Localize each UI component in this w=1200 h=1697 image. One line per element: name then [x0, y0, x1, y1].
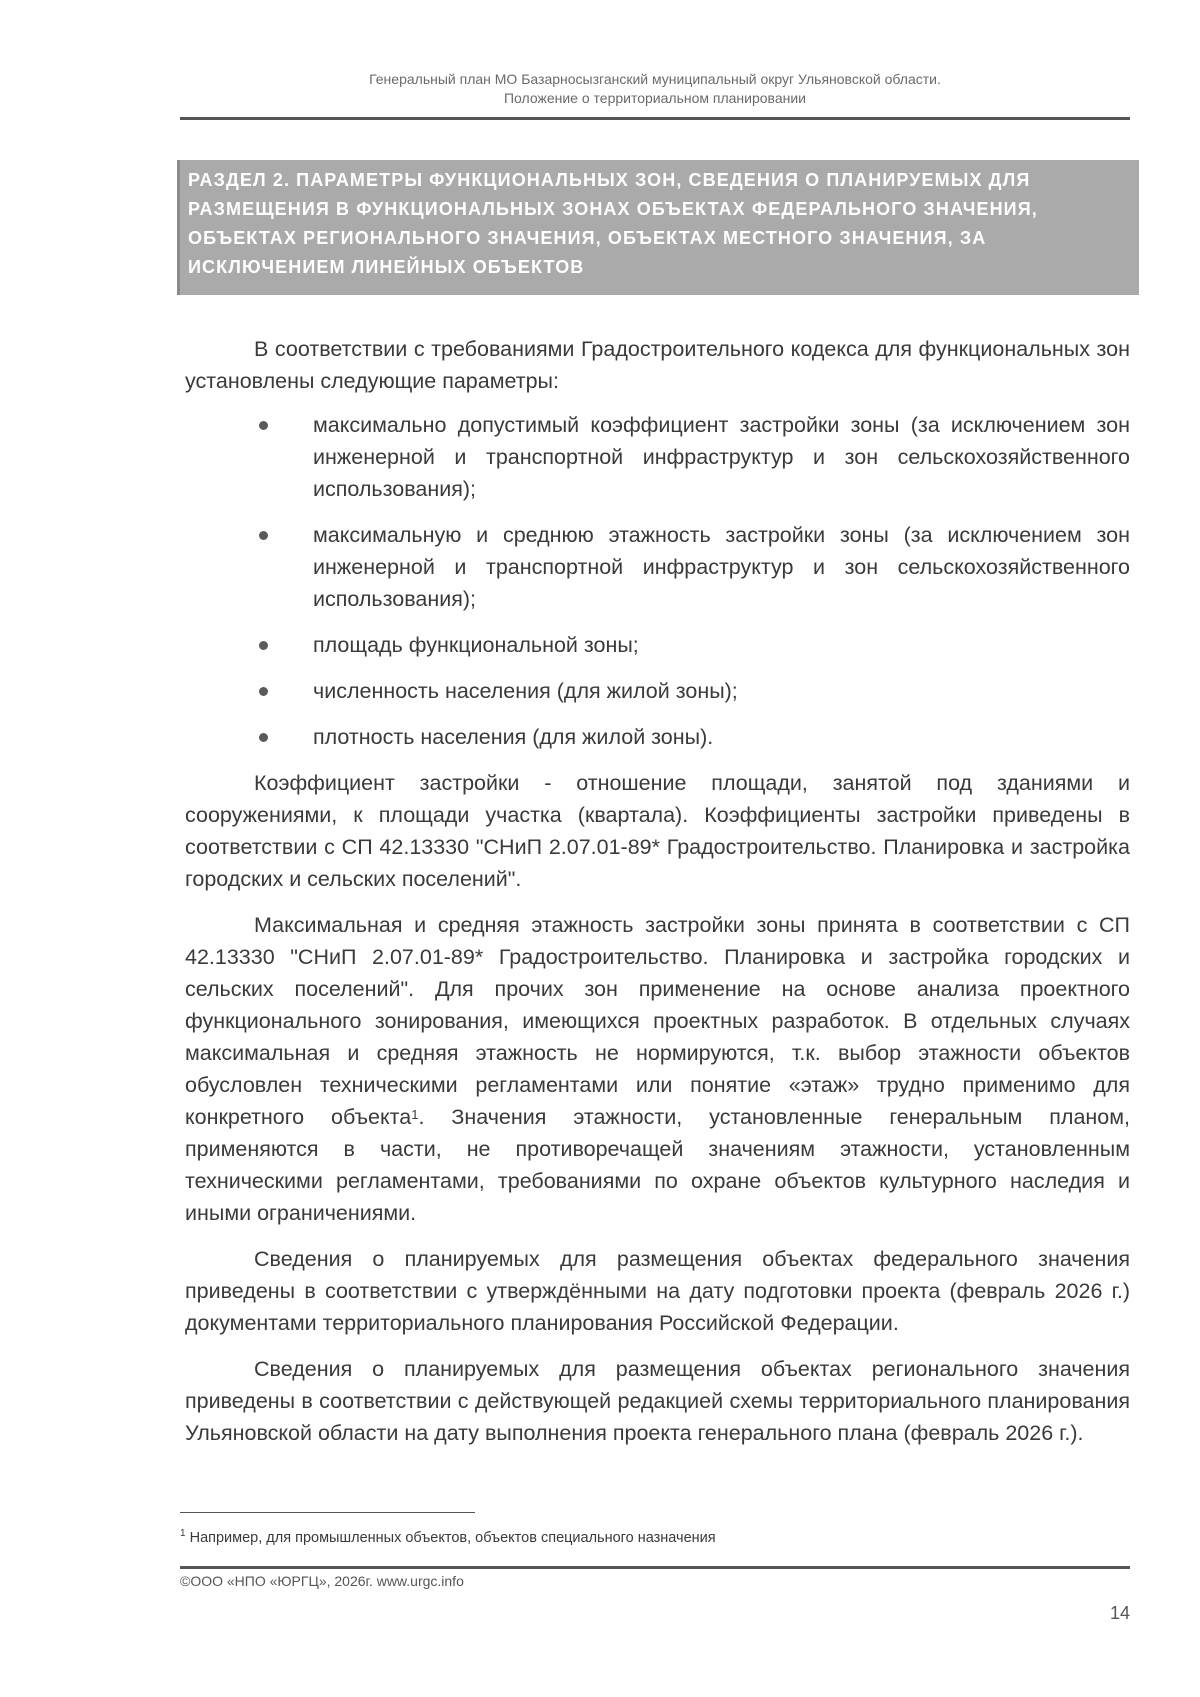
header-line-1: Генеральный план МО Базарносызганский муниципальный округ Ульяновской области. — [369, 71, 941, 87]
list-item — [185, 721, 1130, 753]
body-text — [185, 333, 1130, 1463]
list-item-text: площадь функциональной зоны; — [313, 633, 639, 657]
regional-paragraph: Сведения о планируемых для размещения объектах регионального значения приведены в соответствии с действующей редакцией схемы территориального планирования Ульяновской области на дату выполнения проекта генерального плана (февраль 2026 г.). — [185, 1357, 1130, 1445]
federal-paragraph: Сведения о планируемых для размещения объектах федерального значения приведены в соответствии с утверждёнными на дату подготовки проекта (февраль 2026 г.) документами территориального планирования Российской Федерации. — [185, 1247, 1130, 1335]
footer-rule — [180, 1566, 1130, 1569]
footnote-text: Например, для промышленных объектов, объектов специального назначения — [185, 1529, 716, 1546]
section-title: РАЗДЕЛ 2. ПАРАМЕТРЫ ФУНКЦИОНАЛЬНЫХ ЗОН, СВЕДЕНИЯ О ПЛАНИРУЕМЫХ ДЛЯ РАЗМЕЩЕНИЯ В ФУНКЦИОНАЛЬНЫХ ЗОНАХ ОБЪЕКТАХ ФЕДЕРАЛЬНОГО ЗНАЧЕНИЯ, ОБЪЕКТАХ РЕГИОНАЛЬНОГО ЗНАЧЕНИЯ, ОБЪЕКТАХ МЕСТНОГО ЗНАЧЕНИЯ, ЗА ИСКЛЮЧЕНИЕМ ЛИНЕЙНЫХ ОБЪЕКТОВ — [177, 160, 1139, 295]
storeys-text-part-1: Максимальная и средняя этажность застройки зоны принята в соответствии с СП 42.13330 "СНиП 2.07.01-89* Градостроительство. Планировка и застройка городских и сельских поселений". Для прочих зон применение на основе анализа проектного функционального зонирования, имеющихся проектных разработок. В отдельных случаях максимальная и средняя этажность не нормируются, т.к. выбор этажности объектов обусловлен техническими регламентами или понятие «этаж» трудно применимо для конкретного объекта — [185, 913, 1130, 1129]
list-item-text: максимальную и среднюю этажность застройки зоны (за исключением зон инженерной и транспортной инфраструктур и зон сельскохозяйственного использования); — [313, 523, 1130, 611]
parameters-list — [185, 409, 1130, 753]
footnote-reference: 1 — [411, 1107, 419, 1122]
footer-copyright: ©ООО «НПО «ЮРГЦ», 2026г. www.urgc.info — [180, 1573, 464, 1589]
running-header — [180, 70, 1130, 108]
bullet-icon — [259, 421, 268, 430]
page-number: 14 — [1109, 1603, 1130, 1623]
footnote-number: 1 — [180, 1528, 186, 1539]
bullet-icon — [259, 687, 268, 696]
list-item — [185, 519, 1130, 615]
list-item — [185, 675, 1130, 707]
footnote — [180, 1524, 1130, 1548]
list-item-text: плотность населения (для жилой зоны). — [313, 725, 714, 749]
coefficient-paragraph: Коэффициент застройки - отношение площади, занятой под зданиями и сооружениями, к площади участка (квартала). Коэффициенты застройки приведены в соответствии с СП 42.13330 "СНиП 2.07.01-89* Градостроительство. Планировка и застройка городских и сельских поселений". — [185, 771, 1130, 891]
storeys-text-part-2: . Значения этажности, установленные генеральным планом, применяются в части, не противоречащей значениям этажности, установленным техническими регламентами, требованиями по охране объектов культурного наследия и иными ограничениями. — [185, 1105, 1130, 1225]
storeys-paragraph — [185, 909, 1130, 1229]
list-item — [185, 409, 1130, 505]
bullet-icon — [259, 641, 268, 650]
bullet-icon — [259, 733, 268, 742]
header-rule — [180, 117, 1130, 120]
intro-paragraph: В соответствии с требованиями Градостроительного кодекса для функциональных зон установлены следующие параметры: — [185, 337, 1130, 393]
list-item — [185, 629, 1130, 661]
list-item-text: максимально допустимый коэффициент застройки зоны (за исключением зон инженерной и транспортной инфраструктур и зон сельскохозяйственного использования); — [313, 413, 1130, 501]
header-line-2: Положение о территориальном планировании — [503, 90, 806, 106]
footnote-rule — [180, 1512, 475, 1513]
bullet-icon — [259, 531, 268, 540]
list-item-text: численность населения (для жилой зоны); — [313, 679, 738, 703]
